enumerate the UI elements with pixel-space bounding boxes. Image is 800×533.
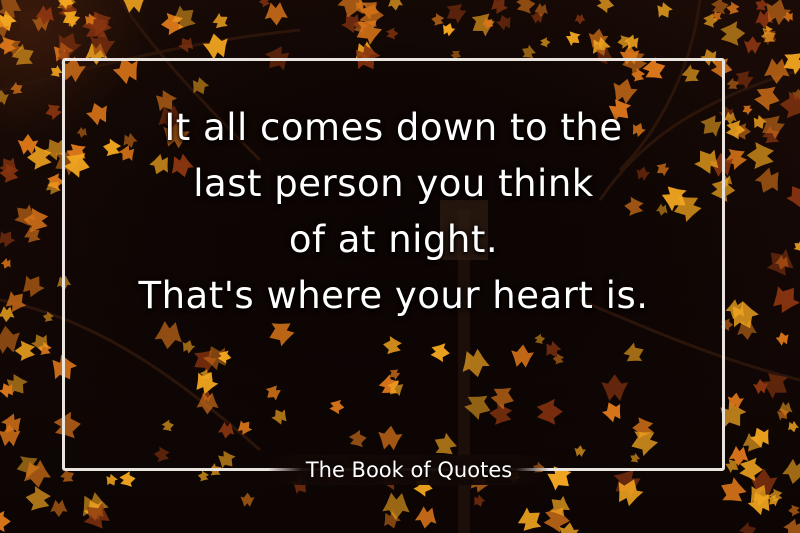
- maple-leaf: [767, 280, 800, 318]
- maple-leaf: [50, 500, 67, 517]
- quote-line-4: That's where your heart is.: [138, 274, 649, 317]
- maple-leaf: [514, 503, 548, 533]
- maple-leaf: [743, 36, 762, 55]
- maple-leaf: [387, 0, 403, 11]
- maple-leaf: [715, 474, 749, 508]
- maple-leaf: [28, 330, 52, 354]
- maple-leaf: [775, 330, 791, 346]
- maple-leaf: [761, 243, 799, 281]
- maple-leaf: [0, 511, 11, 533]
- source-credit: The Book of Quotes: [268, 455, 550, 485]
- maple-leaf: [471, 493, 487, 509]
- maple-leaf: [720, 21, 746, 47]
- maple-leaf: [788, 504, 800, 516]
- maple-leaf: [786, 420, 799, 433]
- maple-leaf: [516, 0, 537, 15]
- quote-line-3: of at night.: [288, 218, 499, 261]
- maple-leaf: [487, 0, 511, 17]
- maple-leaf: [197, 470, 210, 483]
- maple-leaf: [0, 90, 9, 106]
- maple-leaf: [430, 13, 444, 27]
- maple-leaf: [414, 505, 439, 530]
- maple-leaf: [563, 28, 584, 49]
- maple-leaf: [540, 37, 551, 48]
- maple-leaf: [737, 520, 759, 533]
- maple-leaf: [386, 27, 399, 40]
- maple-leaf: [119, 470, 137, 488]
- maple-leaf: [746, 142, 774, 170]
- maple-leaf: [726, 1, 741, 16]
- maple-leaf: [791, 239, 800, 254]
- maple-leaf: [752, 82, 783, 113]
- maple-leaf: [201, 31, 231, 61]
- maple-leaf: [783, 180, 800, 212]
- quote-line-1: It all comes down to the: [164, 106, 623, 149]
- maple-leaf: [780, 516, 800, 533]
- maple-leaf: [752, 164, 786, 198]
- maple-leaf: [259, 0, 271, 8]
- maple-leaf: [210, 10, 232, 32]
- maple-leaf: [103, 472, 119, 488]
- maple-leaf: [0, 257, 13, 271]
- maple-leaf: [264, 2, 288, 26]
- maple-leaf: [24, 485, 52, 513]
- maple-leaf: [495, 12, 515, 32]
- quote-line-2: last person you think: [193, 162, 594, 205]
- maple-leaf: [781, 457, 800, 486]
- maple-leaf: [574, 14, 585, 25]
- maple-leaf: [240, 492, 255, 507]
- maple-leaf: [441, 0, 469, 27]
- maple-leaf: [0, 227, 18, 250]
- maple-leaf: [653, 0, 675, 22]
- maple-leaf: [466, 8, 499, 41]
- maple-leaf: [596, 0, 616, 14]
- quote-text: [62, 100, 725, 324]
- maple-leaf: [740, 103, 754, 117]
- maple-leaf: [43, 101, 63, 121]
